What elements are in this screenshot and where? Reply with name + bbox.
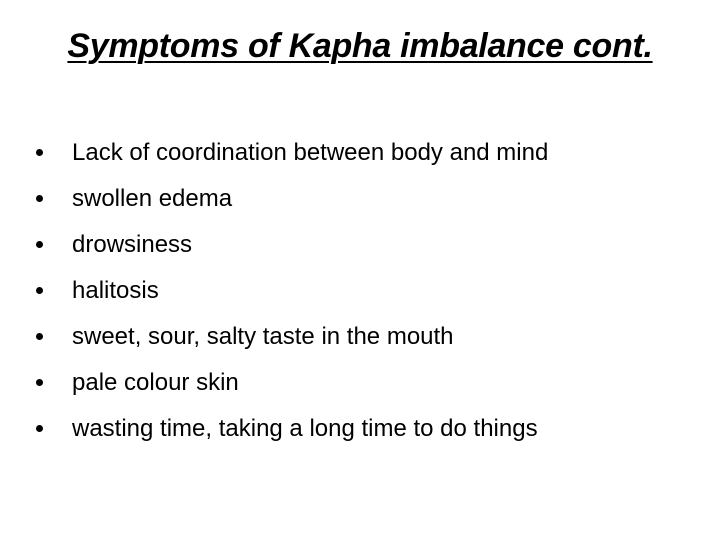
bullet-dot-icon (36, 195, 43, 202)
list-item (36, 406, 696, 452)
bullet-text: halitosis (72, 277, 159, 304)
bullet-text: wasting time, taking a long time to do things (72, 415, 538, 442)
list-item (36, 176, 696, 222)
bullet-dot-icon (36, 241, 43, 248)
bullet-dot-icon (36, 379, 43, 386)
list-item (36, 314, 696, 360)
bullet-list (36, 130, 696, 452)
list-item (36, 222, 696, 268)
bullet-text: swollen edema (72, 185, 233, 212)
list-item (36, 360, 696, 406)
bullet-text: sweet, sour, salty taste in the mouth (72, 323, 454, 350)
bullet-text: drowsiness (72, 231, 193, 258)
list-item (36, 130, 696, 176)
bullet-dot-icon (36, 333, 43, 340)
bullet-dot-icon (36, 149, 43, 156)
bullet-text: pale colour skin (72, 369, 239, 396)
slide-title: Symptoms of Kapha imbalance cont. (67, 27, 653, 65)
bullet-text: Lack of coordination between body and mind (72, 139, 549, 166)
bullet-dot-icon (36, 425, 43, 432)
bullet-dot-icon (36, 287, 43, 294)
list-item (36, 268, 696, 314)
